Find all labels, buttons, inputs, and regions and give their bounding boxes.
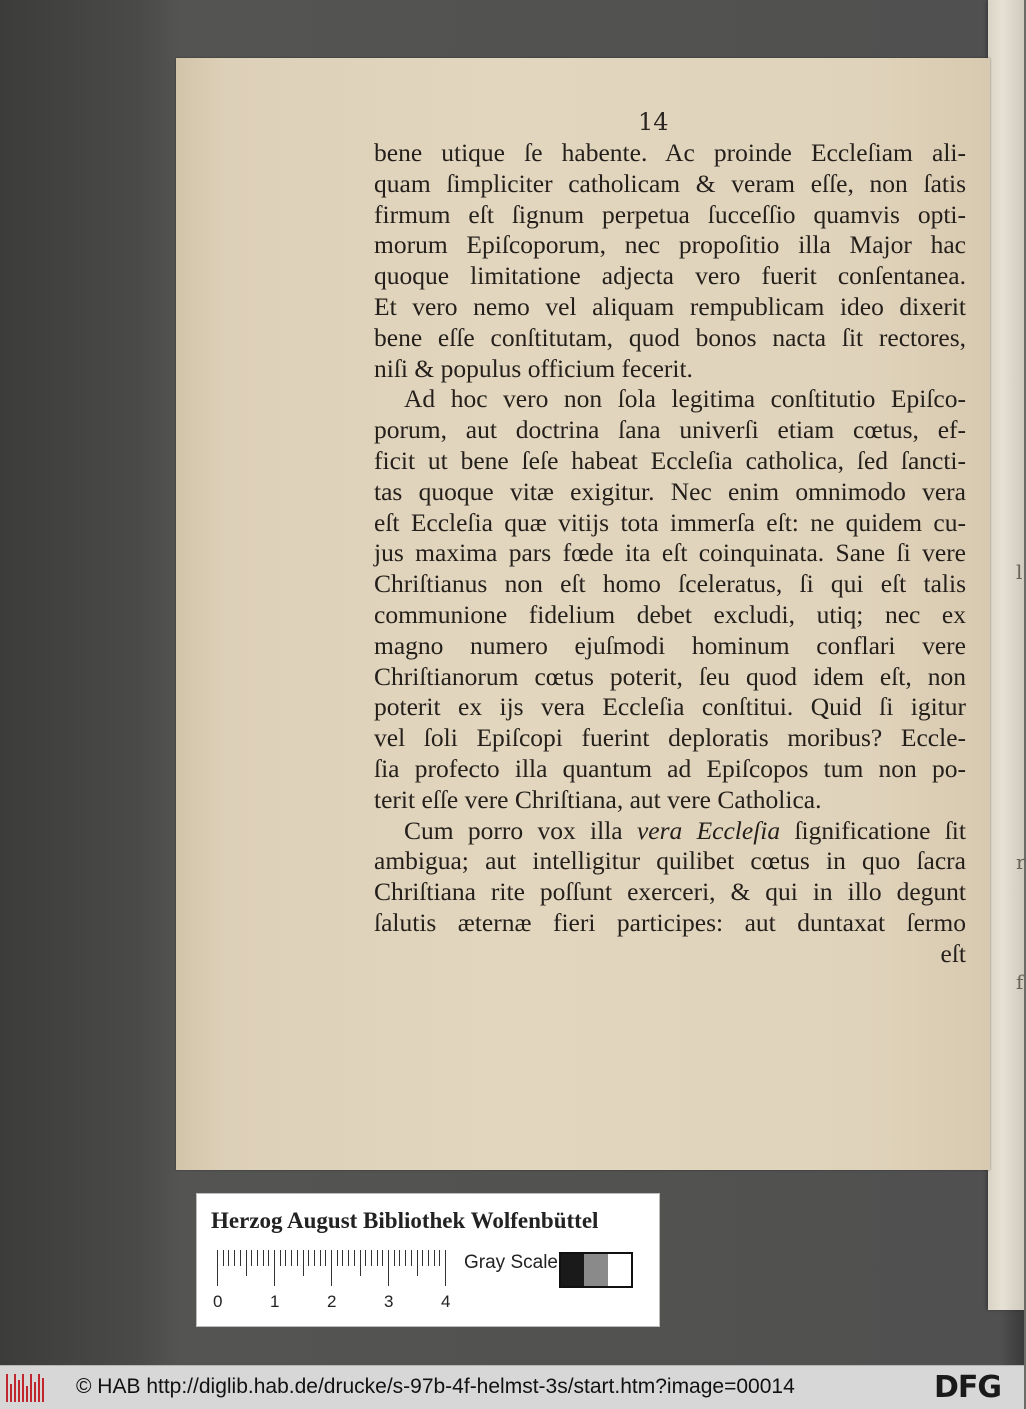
text-line: vel ſoli Epiſcopi fuerint deploratis moribus? Eccle- <box>374 723 966 753</box>
text-line: eſt Eccleſia quæ vitijs tota immerſa eſt: ne quidem cu- <box>374 507 966 537</box>
ruler-tick <box>405 1250 406 1266</box>
ruler-tick <box>417 1250 418 1276</box>
italic-term: vera Eccleſia <box>636 815 781 845</box>
ruler-tick <box>314 1250 315 1266</box>
page-number: 14 <box>638 108 669 136</box>
ruler-number: 1 <box>270 1292 280 1311</box>
adjacent-page-edge: l r f <box>988 0 1024 1310</box>
text-line: Et vero nemo vel aliquam rempublicam ideo dixerit <box>374 291 966 321</box>
gray-scale-label: Gray Scale <box>464 1252 558 1273</box>
ruler-tick <box>303 1250 304 1276</box>
ruler-tick <box>354 1250 355 1266</box>
scale-ruler <box>213 1250 451 1311</box>
text-line: quam ſimpliciter catholicam & veram eſſe, non ſatis <box>374 168 966 198</box>
ruler-tick <box>223 1250 224 1266</box>
ruler-tick <box>382 1250 383 1266</box>
ruler-tick <box>394 1250 395 1266</box>
text-line: ſia profecto illa quantum ad Epiſcopos tum non po- <box>374 753 966 783</box>
text-line: terit eſſe vere Chriſtiana, aut vere Catholica. <box>374 784 822 814</box>
ruler-tick <box>365 1250 366 1266</box>
ruler-tick <box>422 1250 423 1266</box>
ruler-tick <box>371 1250 372 1266</box>
ruler-tick <box>388 1250 389 1286</box>
text-line: bene eſſe conſtitutam, quod bonos nacta ſit rectores, <box>374 322 966 352</box>
ruler-tick <box>377 1250 378 1266</box>
color-target-card <box>196 1193 660 1327</box>
text-line: Chriſtianorum cœtus poterit, ſeu quod idem eſt, non <box>374 661 966 691</box>
text-line: ambigua; aut intelligitur quilibet cœtus in quo ſacra <box>374 846 966 876</box>
ruler-tick <box>411 1250 412 1266</box>
ruler-tick <box>297 1250 298 1266</box>
copyright-url[interactable]: © HAB http://diglib.hab.de/drucke/s-97b-4f-helmst-3s/start.htm?image=00014 <box>76 1375 795 1398</box>
text-line: morum Epiſcoporum, nec propoſitio illa Major hac <box>374 230 966 260</box>
ruler-tick <box>274 1250 275 1286</box>
ruler-number: 0 <box>213 1292 223 1311</box>
footer-bar <box>0 1365 1024 1409</box>
page-text <box>374 138 966 970</box>
text-line: communione fidelium debet excludi, utiq; nec ex <box>374 599 966 629</box>
ruler-tick <box>257 1250 258 1266</box>
text-line: bene utique ſe habente. Ac proinde Eccleſiam ali- <box>374 138 966 167</box>
text-line: Chriſtiana rite poſſunt exerceri, & qui in illo degunt <box>374 877 966 907</box>
text-line: firmum eſt ſignum perpetua ſucceſſio quamvis opti- <box>374 199 966 229</box>
ruler-tick <box>280 1250 281 1266</box>
library-name: Herzog August Bibliothek Wolfenbüttel <box>211 1208 599 1233</box>
ruler-tick <box>263 1250 264 1266</box>
text-line: niſi & populus officium fecerit. <box>374 353 693 383</box>
ruler-tick <box>399 1250 400 1266</box>
ruler-tick <box>428 1250 429 1266</box>
gray-scale-swatches <box>559 1252 633 1288</box>
text-line: Cum porro vox illa vera Eccleſia ſignificatione ſit <box>404 815 966 845</box>
text-line: quoque limitatione adjecta vero fuerit conſentanea. <box>374 261 966 291</box>
gray-swatch-mid <box>584 1254 607 1286</box>
ruler-tick <box>434 1250 435 1266</box>
ruler-tick <box>308 1250 309 1266</box>
ruler-tick <box>285 1250 286 1266</box>
text-line: jus maxima pars fœde ita eſt coinquinata. Sane ſi vere <box>374 538 966 568</box>
hab-logo-icon <box>6 1374 46 1402</box>
gray-swatch-dark <box>561 1254 584 1286</box>
ruler-tick <box>348 1250 349 1266</box>
text-line: Ad hoc vero non ſola legitima conſtitutio Epiſco- <box>404 384 966 414</box>
ruler-tick <box>325 1250 326 1266</box>
ruler-number: 2 <box>327 1292 337 1311</box>
ruler-tick <box>268 1250 269 1266</box>
ruler-tick <box>445 1250 446 1286</box>
catchword: eſt <box>940 938 966 968</box>
dfg-logo: DFG <box>934 1370 1002 1405</box>
ruler-tick <box>439 1250 440 1266</box>
ruler-tick <box>320 1250 321 1266</box>
ruler-tick <box>342 1250 343 1266</box>
text-line: ficit ut bene ſeſe habeat Eccleſia catholica, ſed ſancti- <box>374 445 966 475</box>
ruler-tick <box>228 1250 229 1266</box>
ruler-tick <box>234 1250 235 1266</box>
text-line: poterit ex ijs vera Eccleſia conſtitui. Quid ſi igitur <box>374 692 966 722</box>
ruler-tick <box>331 1250 332 1286</box>
text-line: Chriſtianus non eſt homo ſceleratus, ſi qui eſt talis <box>374 569 966 599</box>
ruler-tick <box>291 1250 292 1266</box>
gray-swatch-light <box>608 1254 631 1286</box>
ruler-tick <box>240 1250 241 1266</box>
ruler-number: 4 <box>441 1292 451 1311</box>
ruler-tick <box>360 1250 361 1276</box>
ruler-number: 3 <box>384 1292 394 1311</box>
ruler-tick <box>337 1250 338 1266</box>
book-page <box>176 58 990 1170</box>
text-line: porum, aut doctrina ſana univerſi etiam cœtus, ef- <box>374 415 966 445</box>
text-line: tas quoque vitæ exigitur. Nec enim omnimodo vera <box>374 476 966 506</box>
ruler-tick <box>246 1250 247 1276</box>
text-line: ſalutis æternæ fieri participes: aut duntaxat ſermo <box>374 907 966 937</box>
ruler-tick <box>251 1250 252 1266</box>
text-line: magno numero ejuſmodi hominum conflari vere <box>374 630 966 660</box>
ruler-tick <box>217 1250 218 1286</box>
